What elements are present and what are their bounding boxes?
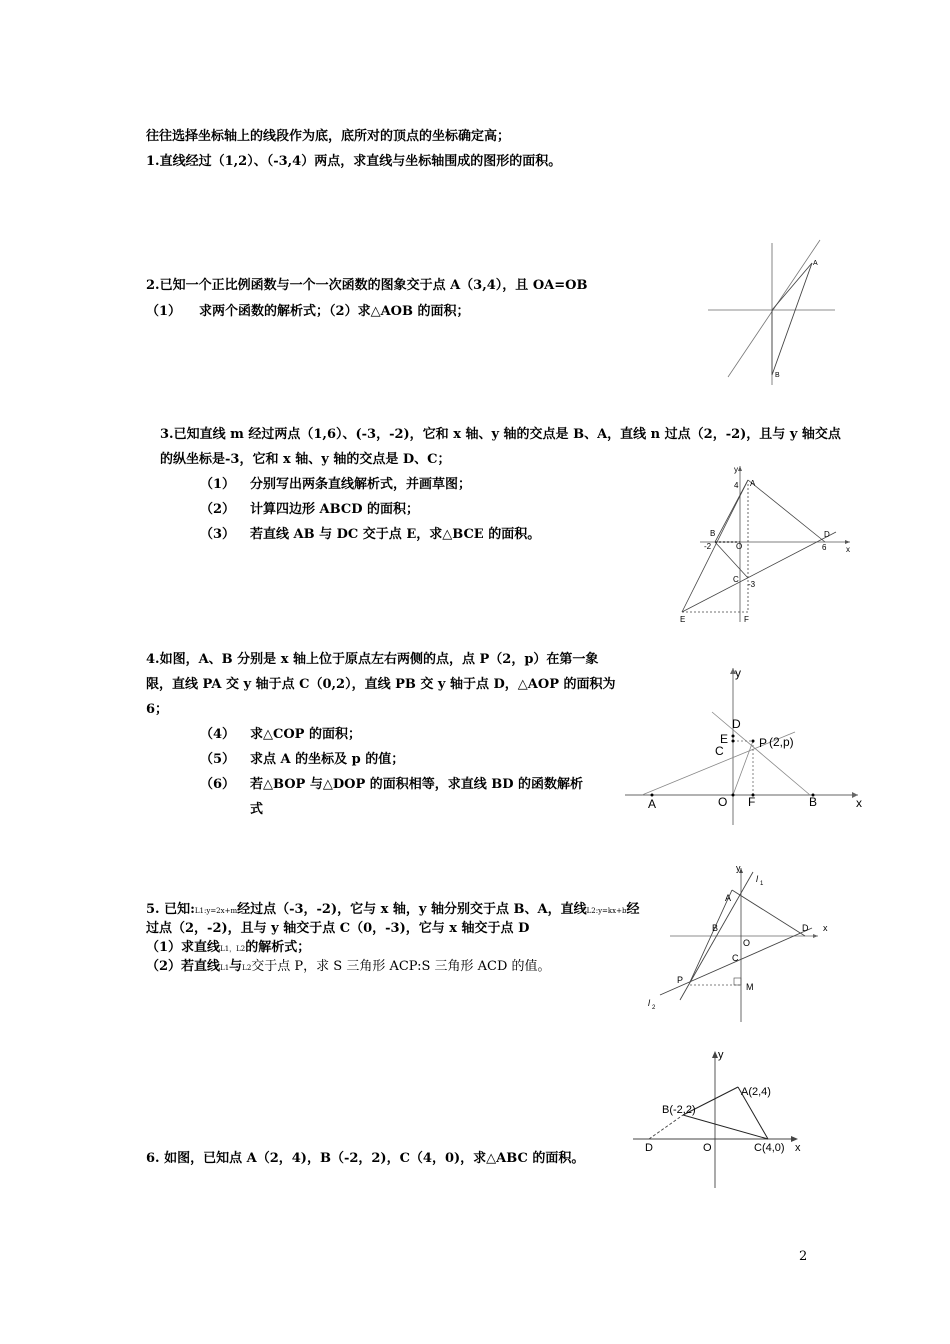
label-E: E (680, 615, 686, 624)
problem-2-title: 2.已知一个正比例函数与一个一次函数的图象交于点 A（3,4），且 OA=OB (146, 278, 588, 293)
label-x: x (856, 796, 862, 810)
label-P: P (677, 975, 684, 985)
label-B: B (775, 372, 780, 379)
label-E: E (720, 732, 729, 746)
question-text: 求两个函数的解析式；（2）求△AOB 的面积； (199, 304, 470, 319)
label-A: A (648, 797, 657, 811)
problem-4-item-4: （4） 求△COP 的面积； (200, 727, 361, 742)
label-D: D (645, 1142, 653, 1154)
label-F: F (744, 615, 749, 624)
label-C: C(4,0) (754, 1142, 785, 1154)
label-A: A(2,4) (741, 1086, 771, 1098)
label-O: O (718, 795, 728, 809)
problem-4-item-5: （5） 求点 A 的坐标及 p 的值； (200, 752, 405, 767)
problem-4-item-6-cont: 式 (250, 802, 264, 817)
label-A: A (750, 479, 756, 488)
label-y: y (734, 465, 738, 474)
label-C: C (715, 744, 724, 758)
problem-3-item-2: （2） 计算四边形 ABCD 的面积； (200, 502, 419, 517)
problem-3-item-3: （3） 若直线 AB 与 DC 交于点 E，求△BCE 的面积。 (200, 527, 541, 542)
label-neg3: -3 (748, 580, 756, 589)
label-l1-sub: 1 (760, 881, 764, 887)
label-l2: l (648, 998, 650, 1008)
problem-4-line-3: 6； (146, 702, 169, 717)
label-C: C (733, 575, 739, 584)
problem-5-line-1: 5. 已知:L1:y=2x+m经过点（-3，-2)，它与 x 轴，y 轴分别交于点 B、A，直线L2:y=kx+b经 (146, 902, 640, 917)
problem-5-question-1: （1）求直线L1，L2的解析式； (146, 940, 311, 955)
problem-4-line-1: 4.如图，A、B 分别是 x 轴上位于原点左右两侧的点，点 P（2，p）在第一象 (146, 652, 599, 667)
label-M: M (746, 982, 754, 992)
problem-4-item-6: （6） 若△BOP 与△DOP 的面积相等，求直线 BD 的函数解析 (200, 777, 584, 792)
label-y: y (718, 1049, 724, 1061)
problem-4-figure (620, 660, 870, 830)
problem-5-question-2: （2）若直线L1与L2交于点 P，求 S 三角形 ACP:S 三角形 ACD 的值。 (146, 959, 551, 974)
problem-5-line-2: 过点（2，-2)，且与 y 轴交于点 C（0，-3)，它与 x 轴交于点 D (146, 921, 530, 936)
label-D: D (732, 717, 741, 731)
label-O: O (736, 542, 743, 551)
label-y: y (736, 863, 741, 873)
problem-3-figure (660, 460, 860, 630)
label-B: B (712, 923, 719, 933)
label-6: 6 (822, 543, 827, 552)
label-C: C (732, 953, 739, 963)
intro-text: 往往选择坐标轴上的线段作为底，底所对的顶点的坐标确定高； (146, 129, 511, 144)
problem-1: 1.直线经过（1,2）、（-3,4）两点，求直线与坐标轴围成的图形的面积。 (146, 154, 562, 169)
label-F: F (748, 795, 756, 809)
page-number: 2 (799, 1249, 808, 1264)
label-B: B (710, 529, 716, 538)
label-B: B (809, 795, 818, 809)
problem-5-figure (640, 860, 840, 1025)
label-A: A (725, 893, 732, 903)
label-x: x (823, 923, 828, 933)
label-P: P (759, 736, 768, 750)
label-neg2: -2 (704, 542, 712, 551)
label-x: x (846, 545, 850, 554)
problem-6: 6. 如图，已知点 A（2，4)，B（-2，2)，C（4，0)，求△ABC 的面积。 (146, 1151, 585, 1166)
problem-3-line-1: 3.已知直线 m 经过两点（1,6）、(-3，-2)，它和 x 轴、y 轴的交点是 B、A，直线 n 过点（2，-2)，且与 y 轴交点 (160, 427, 841, 442)
label-A: A (813, 260, 818, 267)
label-O: O (743, 938, 751, 948)
label-l2-sub: 2 (652, 1005, 656, 1011)
label-x: x (795, 1142, 801, 1154)
problem-4-line-2: 限，直线 PA 交 y 轴于点 C（0,2），直线 PB 交 y 轴于点 D，△AOP 的面积为 (146, 677, 616, 692)
label-4: 4 (734, 481, 739, 490)
label-D: D (824, 530, 830, 539)
problem-3-line-2: 的纵坐标是-3，它和 x 轴、y 轴的交点是 D、C； (160, 452, 451, 467)
problem-2-figure (700, 235, 840, 390)
label-O: O (703, 1142, 712, 1154)
label-D: D (802, 923, 809, 933)
problem-6-figure (628, 1045, 818, 1190)
label-B: B(-2,2) (662, 1104, 696, 1116)
label-P-coord: (2,p) (769, 735, 794, 749)
problem-3-item-1: （1） 分别写出两条直线解析式，并画草图； (200, 477, 472, 492)
label-y: y (735, 666, 741, 680)
label-l1: l (756, 874, 758, 884)
question-number: （1） (146, 304, 182, 319)
problem-2-question (146, 303, 470, 321)
